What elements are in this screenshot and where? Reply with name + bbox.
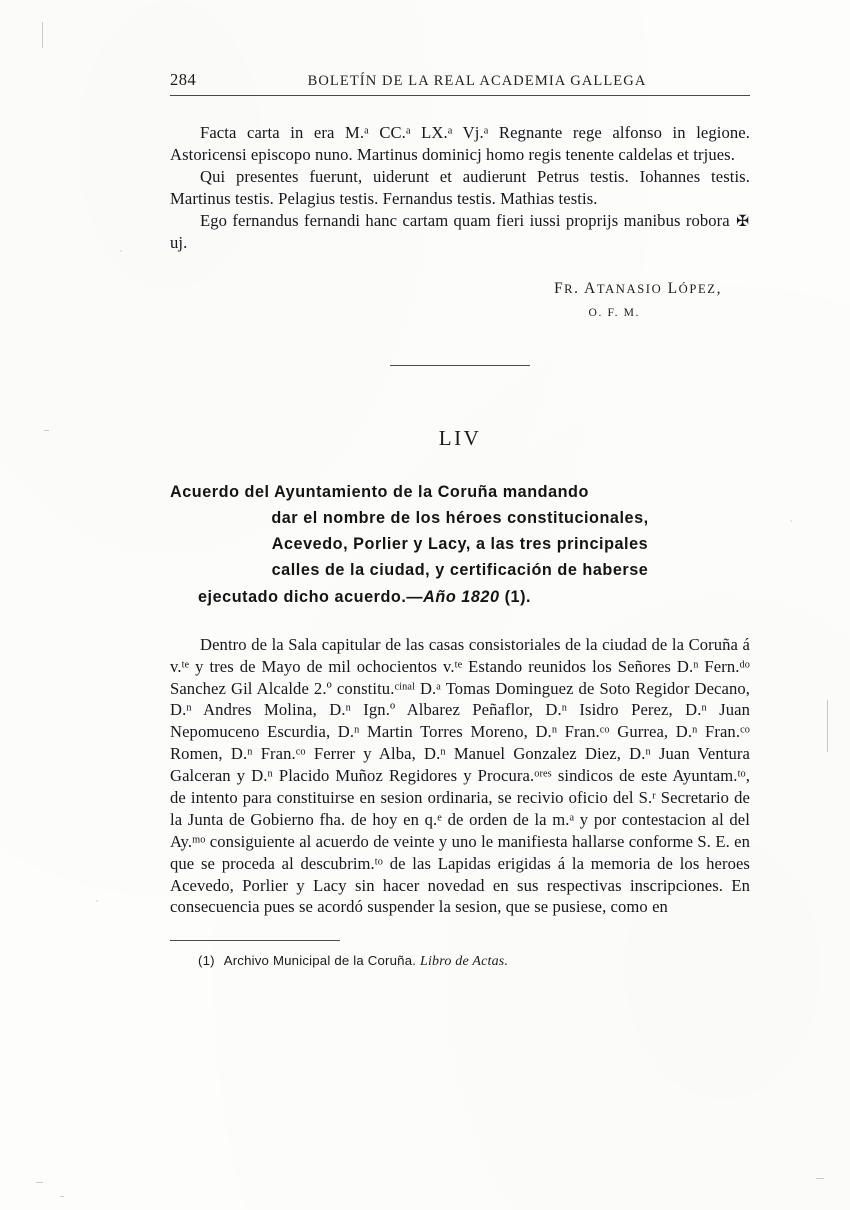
- body-paragraph: Dentro de la Sala capitular de las casas consistoriales de la ciudad de la Coruña á v.$^{te}$ y tres de Mayo de mil ochocientos v.$^{te}$ Estando reunidos los Señores D.$^n$ Fern.$^{do}$ Sanchez Gil Alcalde 2.º constitu.$^{cinal}$ D.$^a$ Tomas Dominguez de Soto Regidor Decano, D.$^n$ Andres Molina, D.$^n$ Ign.º Albarez Peñaflor, D.$^n$ Isidro Perez, D.$^n$ Juan Nepomuceno Escurdia, D.$^n$ Martin Torres Moreno, D.$^n$ Fran.$^{co}$ Gurrea, D.$^n$ Fran.$^{co}$ Romen, D.$^n$ Fran.$^{co}$ Ferrer y Alba, D.$^n$ Manuel Gonzalez Diez, D.$^n$ Juan Ventura Galceran y D.$^n$ Placido Muñoz Regidores y Procura.$^{ores}$ sindicos de este Ayuntam.$^{to}$, de intento para constituirse en sesion ordinaria, se recivio oficio del S.$^r$ Secretario de la Junta de Gobierno fha. de hoy en q.$^e$ de orden de la m.$^a$ y por contestacion al del Ay.$^{mo}$ consiguiente al acuerdo de veinte y uno le manifiesta hallarse conforme S. E. en que se proceda al descubrim.$^{to}$ de las Lapidas erigidas á la memoria de los heroes Acevedo, Porlier y Lacy sin hacer novedad en sus respectivas inscripciones. En consecuencia pues se acordó suspender la sesion, que se pusiese, como en: [170, 634, 751, 917]
- title-line-5: [170, 584, 750, 610]
- signature-order: O. F. M.: [588, 305, 640, 319]
- title-dash: —: [406, 587, 424, 606]
- title-year: Año 1820: [423, 587, 500, 606]
- paper-speck: [790, 520, 792, 522]
- folio-number: 284: [170, 70, 197, 89]
- footnote-number: (1): [198, 953, 215, 969]
- section-divider: [170, 365, 750, 366]
- paper-speck: [96, 900, 98, 902]
- section-number: LIV: [438, 425, 482, 450]
- page-content: [170, 70, 750, 970]
- title-line-2: dar el nombre de los héroes constitucionales,: [271, 508, 649, 527]
- title-line-5-text: ejecutado dicho acuerdo.: [198, 587, 407, 606]
- latin-paragraph-3: Ego fernandus fernandi hanc cartam quam fieri iussi proprijs manibus robora ✠ uj.: [170, 210, 749, 252]
- page-edge-mark: [42, 22, 43, 48]
- signature-author: FR. ATANASIO LÓPEZ,: [554, 279, 722, 297]
- title-note: (1).: [504, 587, 532, 606]
- document-title: [170, 479, 750, 610]
- footnote-rule: [170, 940, 340, 941]
- title-line-4: calles de la ciudad, y certificación de haberse: [271, 561, 649, 580]
- latin-paragraph-2: Qui presentes fuerunt, uiderunt et audierunt Petrus testis. Iohannes testis. Martinus testis. Pelagius testis. Fernandus testis. Mathias testis.: [170, 166, 750, 208]
- page-edge-mark: [60, 1196, 64, 1197]
- latin-paragraph-1: Facta carta in era M.$^a$ CC.$^a$ LX.$^a$ Vj.$^a$ Regnante rege alfonso in legione. Astoricensi episcopo nuno. Martinus dominicj homo regis tenente caldelas et trjues.: [170, 123, 750, 164]
- page-edge-mark: [827, 700, 828, 752]
- page-edge-mark: [816, 1178, 824, 1179]
- title-line-1: Acuerdo del Ayuntamiento de la Coruña mandando: [170, 482, 589, 501]
- page-edge-mark: [44, 430, 49, 431]
- page-header: [170, 70, 750, 92]
- paper-speck: [120, 250, 122, 252]
- main-body: [170, 634, 750, 919]
- footnote-text: Archivo Municipal de la Coruña.: [223, 953, 417, 969]
- footnote: [170, 953, 750, 970]
- cross-icon: ✠: [736, 212, 749, 230]
- title-line-3: Acevedo, Porlier y Lacy, a las tres principales: [271, 535, 649, 554]
- page-edge-mark: [36, 1182, 43, 1183]
- running-head: BOLETÍN DE LA REAL ACADEMIA GALLEGA: [307, 73, 647, 89]
- header-rule: [170, 95, 750, 96]
- footnote-source-title: Libro de Actas.: [419, 954, 509, 970]
